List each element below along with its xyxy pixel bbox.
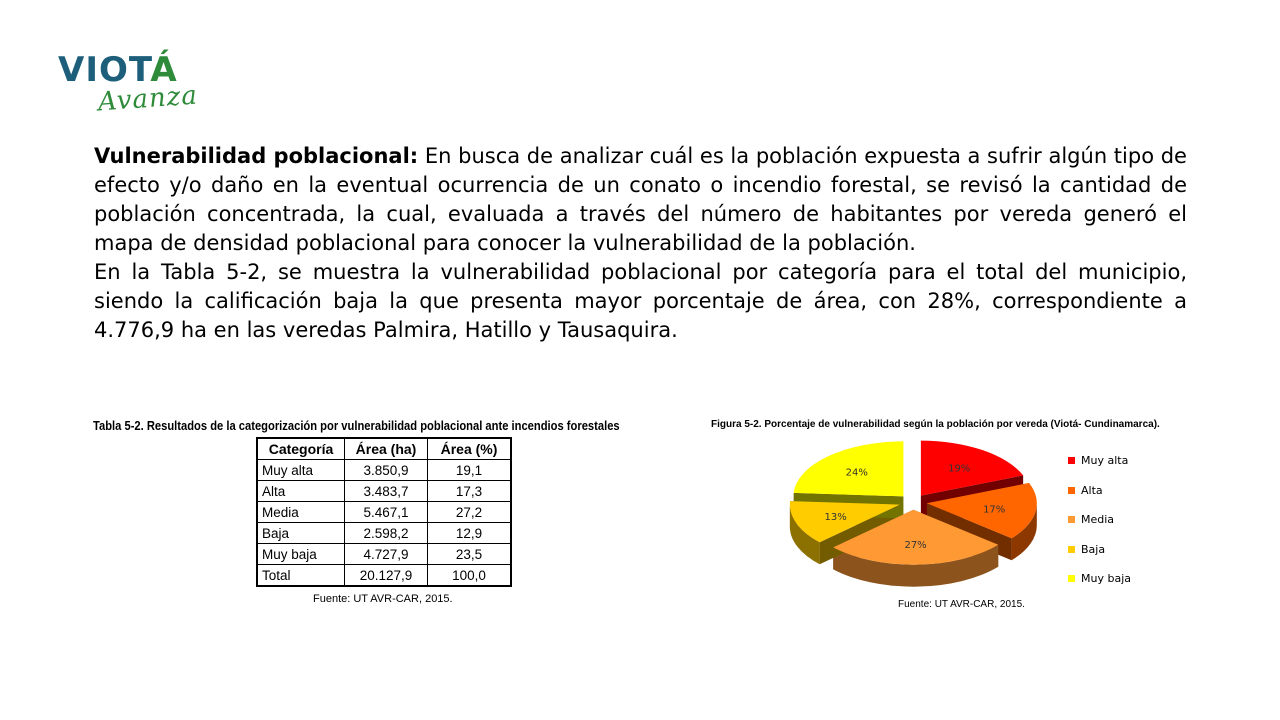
figure-caption: Figura 5-2. Porcentaje de vulnerabilidad según la población por vereda (Viotá- Cundinamarca).: [711, 419, 1160, 430]
table-source: Fuente: UT AVR-CAR, 2015.: [313, 593, 453, 605]
logo-script: Avanza: [97, 80, 199, 118]
table-row: [257, 502, 511, 523]
legend-label: Alta: [1081, 483, 1103, 497]
legend-item: [1068, 513, 1131, 543]
legend-swatch: [1068, 487, 1075, 494]
paragraph-2: En la Tabla 5-2, se muestra la vulnerabilidad poblacional por categoría para el total del municipio, siendo la calificación baja la que presenta mayor porcentaje de área, con 28%, correspondiente a 4.776,9 ha en las veredas Palmira, Hatillo y Tausaquira.: [94, 260, 1187, 342]
table-cell: Total: [257, 565, 345, 587]
legend-item: [1068, 484, 1131, 514]
table-cell: 4.727,9: [345, 544, 428, 565]
legend-swatch: [1068, 457, 1075, 464]
table-cell: 5.467,1: [345, 502, 428, 523]
logo-wordmark: VIOTÁ: [58, 50, 178, 90]
body-text: [94, 142, 1187, 345]
table-cell: Alta: [257, 481, 345, 502]
legend-label: Baja: [1081, 542, 1106, 556]
table-cell: 27,2: [428, 502, 512, 523]
legend-item: [1068, 572, 1131, 602]
table-row: [257, 565, 511, 587]
table-cell: 3.850,9: [345, 460, 428, 481]
table-row: [257, 460, 511, 481]
table-caption: Tabla 5-2. Resultados de la categorización por vulnerabilidad poblacional ante incendios forestales: [93, 418, 620, 433]
legend-swatch: [1068, 575, 1075, 582]
table-cell: Media: [257, 502, 345, 523]
legend-item: [1068, 454, 1131, 484]
table-cell: 3.483,7: [345, 481, 428, 502]
legend-label: Muy baja: [1081, 572, 1131, 585]
column-header: Categoría: [257, 438, 345, 460]
table-cell: Baja: [257, 523, 345, 544]
chart-legend: [1068, 454, 1131, 602]
table-row: [257, 481, 511, 502]
table-cell: Muy baja: [257, 544, 345, 565]
table-cell: 2.598,2: [345, 523, 428, 544]
table-cell: 100,0: [428, 565, 512, 587]
table-cell: 20.127,9: [345, 565, 428, 587]
legend-label: Media: [1081, 513, 1115, 526]
legend-swatch: [1068, 546, 1075, 553]
legend-item: [1068, 543, 1131, 573]
figure-source: Fuente: UT AVR-CAR, 2015.: [898, 599, 1025, 610]
pie-chart: [780, 432, 1060, 592]
column-header: Área (ha): [345, 438, 428, 460]
table-header-row: [257, 438, 511, 460]
vulnerability-table: [256, 437, 512, 587]
table-row: [257, 523, 511, 544]
table-row: [257, 544, 511, 565]
paragraph-1-text: En busca de analizar cuál es la población expuesta a sufrir algún tipo de efecto y/o daño en la eventual ocurrencia de un conato o incendio forestal, se revisó la cantidad de población concentrada, la cual, evaluada a través del número de habitantes por vereda generó el mapa de densidad poblacional para conocer la vulnerabilidad de la población.: [94, 144, 1187, 255]
table-cell: 19,1: [428, 460, 512, 481]
column-header: Área (%): [428, 438, 512, 460]
legend-label: Muy alta: [1081, 454, 1129, 467]
table-cell: 23,5: [428, 544, 512, 565]
table-cell: 17,3: [428, 481, 512, 502]
pie-data-label: 27%: [904, 539, 927, 551]
table-cell: 12,9: [428, 523, 512, 544]
viota-avanza-logo: [58, 50, 218, 130]
heading: Vulnerabilidad poblacional:: [94, 144, 419, 168]
pie-data-label: 19%: [948, 463, 971, 475]
pie-data-label: 13%: [824, 512, 847, 524]
table-cell: Muy alta: [257, 460, 345, 481]
legend-swatch: [1068, 516, 1075, 523]
paragraph-1: [94, 142, 1187, 258]
pie-data-label: 24%: [845, 467, 868, 479]
pie-data-label: 17%: [983, 504, 1006, 516]
